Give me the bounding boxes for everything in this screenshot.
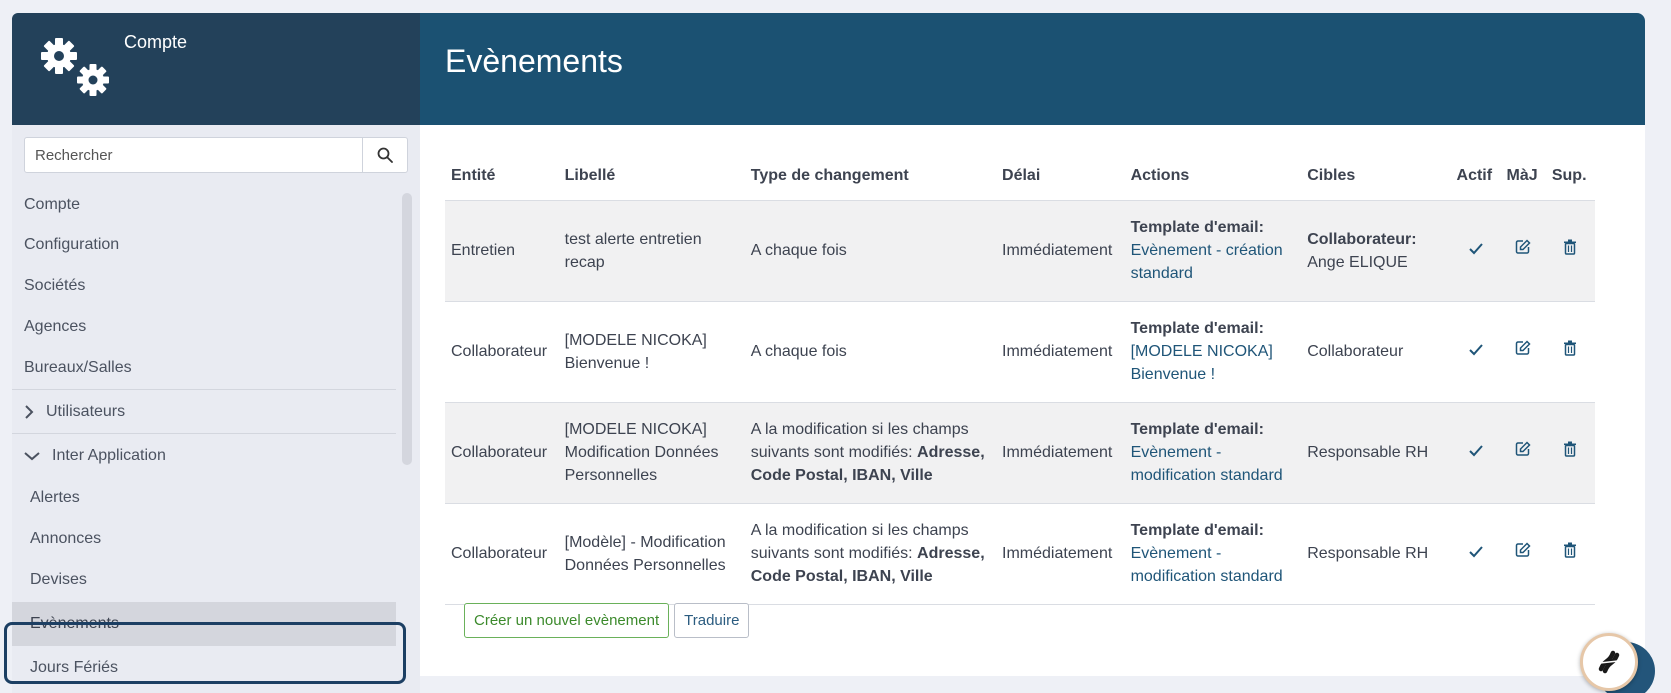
sidebar-menu	[12, 183, 396, 690]
link-line: Evènement -	[1130, 444, 1222, 461]
cell-type: A chaque fois	[745, 301, 996, 402]
cell-entite: Collaborateur	[445, 503, 559, 604]
cible-label: Collaborateur:	[1307, 230, 1417, 248]
cell-maj	[1501, 301, 1546, 402]
cell-libelle	[559, 200, 745, 301]
column-header-libelle: Libellé	[559, 153, 745, 200]
cell-sup	[1546, 503, 1595, 604]
link-line: standard	[1130, 265, 1193, 282]
search-input[interactable]	[25, 138, 362, 172]
edit-icon[interactable]	[1515, 239, 1531, 255]
action-label: Template d'email:	[1130, 219, 1264, 236]
link-line: Bienvenue !	[1130, 366, 1216, 383]
check-icon	[1469, 243, 1483, 255]
cell-libelle	[559, 301, 745, 402]
cible-value: Ange ELIQUE	[1307, 253, 1408, 271]
sidebar-item-label: Bureaux/Salles	[24, 358, 132, 376]
cell-maj	[1501, 402, 1546, 503]
sidebar-item-bureaux-salles[interactable]	[12, 346, 396, 390]
cell-actions	[1125, 200, 1302, 301]
template-link[interactable]	[1131, 340, 1296, 386]
libelle-line: [MODELE NICOKA]	[564, 331, 707, 349]
action-label: Template d'email:	[1130, 421, 1264, 438]
type-field: Adresse,	[917, 545, 985, 562]
check-icon	[1469, 344, 1483, 356]
cell-cibles: Responsable RH	[1301, 402, 1450, 503]
cell-libelle	[559, 402, 745, 503]
column-header-maj: MàJ	[1501, 153, 1546, 200]
link-line: modification standard	[1130, 568, 1283, 585]
table-row	[445, 200, 1595, 301]
sidebar-item-evenements[interactable]	[12, 602, 396, 646]
action-label: Template d'email:	[1130, 320, 1264, 337]
sidebar-item-label: Evènements	[30, 615, 119, 632]
type-line	[751, 441, 990, 464]
trash-icon[interactable]	[1563, 340, 1577, 356]
libelle-line: Modification Données	[564, 444, 719, 461]
sidebar-item-alertes[interactable]	[12, 476, 396, 520]
link-line: Evènement -	[1130, 545, 1222, 562]
page-title: Evènements	[445, 43, 623, 79]
type-line: A la modification si les champs	[750, 421, 969, 438]
sidebar-item-label: Compte	[24, 196, 81, 213]
sidebar-item-inter-application[interactable]	[12, 434, 396, 478]
libelle-line: Personnelles	[564, 467, 658, 484]
chevron-down-icon	[24, 451, 40, 461]
cell-maj	[1501, 503, 1546, 604]
trash-icon[interactable]	[1563, 542, 1577, 558]
sidebar-title: Compte	[124, 32, 188, 52]
cell-entite: Collaborateur	[445, 402, 559, 503]
type-line: Code Postal, IBAN, Ville	[750, 467, 933, 484]
assistant-button[interactable]	[1580, 633, 1638, 691]
type-line	[751, 542, 990, 565]
column-header-delai: Délai	[996, 153, 1125, 200]
column-header-entite: Entité	[445, 153, 559, 200]
gears-icon	[38, 35, 124, 107]
libelle-line: [MODELE NICOKA]	[564, 421, 707, 438]
cell-actif	[1451, 503, 1501, 604]
link-line: modification standard	[1130, 467, 1283, 484]
search-box	[24, 137, 408, 173]
template-link[interactable]	[1131, 239, 1296, 285]
libelle-line: Bienvenue !	[564, 354, 650, 372]
check-icon	[1469, 546, 1483, 558]
column-header-type: Type de changement	[745, 153, 996, 200]
cell-sup	[1546, 402, 1595, 503]
cell-libelle	[559, 503, 745, 604]
sidebar	[12, 13, 420, 693]
sidebar-item-label: Sociétés	[24, 277, 86, 294]
sidebar-item-label: Configuration	[24, 236, 120, 253]
sidebar-item-agences[interactable]	[12, 305, 396, 349]
sidebar-item-label: Annonces	[30, 530, 102, 547]
cell-actif	[1451, 200, 1501, 301]
main-panel	[420, 13, 1645, 676]
cell-actif	[1451, 402, 1501, 503]
cell-delai: Immédiatement	[996, 200, 1125, 301]
type-text: suivants sont modifiés:	[750, 545, 913, 562]
nicoka-logo-icon	[1596, 649, 1622, 675]
column-header-cibles: Cibles	[1301, 153, 1450, 200]
translate-button[interactable]: Traduire	[674, 603, 749, 638]
link-line: Evènement - création	[1130, 242, 1283, 259]
cell-delai: Immédiatement	[996, 301, 1125, 402]
libelle-line: test alerte entretien	[564, 230, 702, 248]
cell-type	[745, 402, 996, 503]
table-row	[445, 402, 1595, 503]
libelle-line: recap	[564, 253, 605, 271]
sidebar-item-label: Utilisateurs	[46, 402, 126, 420]
libelle-line: Données Personnelles	[564, 556, 726, 574]
sidebar-item-jours-feries[interactable]	[12, 646, 396, 690]
cell-actif	[1451, 301, 1501, 402]
type-text: suivants sont modifiés:	[750, 444, 913, 461]
sidebar-item-label: Agences	[24, 318, 87, 335]
cell-maj	[1501, 200, 1546, 301]
cell-sup	[1546, 301, 1595, 402]
action-label: Template d'email:	[1130, 522, 1264, 539]
column-header-sup: Sup.	[1546, 153, 1595, 200]
trash-icon[interactable]	[1563, 239, 1577, 255]
cell-actions	[1125, 301, 1302, 402]
table-row	[445, 301, 1595, 402]
cell-delai: Immédiatement	[996, 402, 1125, 503]
sidebar-item-configuration[interactable]	[12, 223, 396, 267]
events-table	[445, 153, 1595, 605]
sidebar-item-label: Jours Fériés	[30, 659, 119, 676]
cell-entite: Entretien	[445, 200, 559, 301]
sidebar-item-label: Inter Application	[52, 447, 166, 464]
sidebar-item-label: Alertes	[30, 489, 80, 506]
sidebar-item-annonces[interactable]	[12, 517, 396, 561]
sidebar-item-utilisateurs[interactable]	[12, 390, 396, 434]
sidebar-item-compte[interactable]	[12, 183, 396, 227]
cell-cibles	[1301, 200, 1450, 301]
sidebar-header	[12, 13, 420, 125]
sidebar-item-devises[interactable]	[12, 558, 396, 602]
table-header-row	[445, 153, 1595, 200]
cell-entite: Collaborateur	[445, 301, 559, 402]
type-line: Code Postal, IBAN, Ville	[750, 568, 933, 585]
search-button[interactable]	[362, 138, 407, 172]
libelle-line: [Modèle] - Modification	[564, 533, 726, 551]
cell-sup	[1546, 200, 1595, 301]
chevron-right-icon	[24, 405, 34, 419]
link-line: [MODELE NICOKA]	[1130, 343, 1273, 360]
main-header	[420, 13, 1645, 125]
sidebar-item-label: Devises	[30, 571, 87, 588]
cell-type: A chaque fois	[745, 200, 996, 301]
column-header-actif: Actif	[1451, 153, 1501, 200]
sidebar-item-societes[interactable]	[12, 264, 396, 308]
create-event-button[interactable]: Créer un nouvel evènement	[464, 603, 669, 638]
table-actions	[464, 603, 749, 638]
cell-type	[745, 503, 996, 604]
type-line: A la modification si les champs	[750, 522, 969, 539]
cell-actions	[1125, 503, 1302, 604]
template-link[interactable]	[1131, 441, 1296, 487]
cell-delai: Immédiatement	[996, 503, 1125, 604]
edit-icon[interactable]	[1515, 542, 1531, 558]
table-row	[445, 503, 1595, 604]
cell-cibles: Responsable RH	[1301, 503, 1450, 604]
sidebar-scrollbar[interactable]	[402, 193, 412, 465]
trash-icon[interactable]	[1563, 441, 1577, 457]
edit-icon[interactable]	[1515, 340, 1531, 356]
edit-icon[interactable]	[1515, 441, 1531, 457]
cell-cibles: Collaborateur	[1301, 301, 1450, 402]
check-icon	[1469, 445, 1483, 457]
template-link[interactable]	[1131, 542, 1296, 588]
cell-actions	[1125, 402, 1302, 503]
column-header-actions: Actions	[1125, 153, 1302, 200]
search-icon	[377, 147, 393, 163]
type-field: Adresse,	[917, 444, 985, 461]
